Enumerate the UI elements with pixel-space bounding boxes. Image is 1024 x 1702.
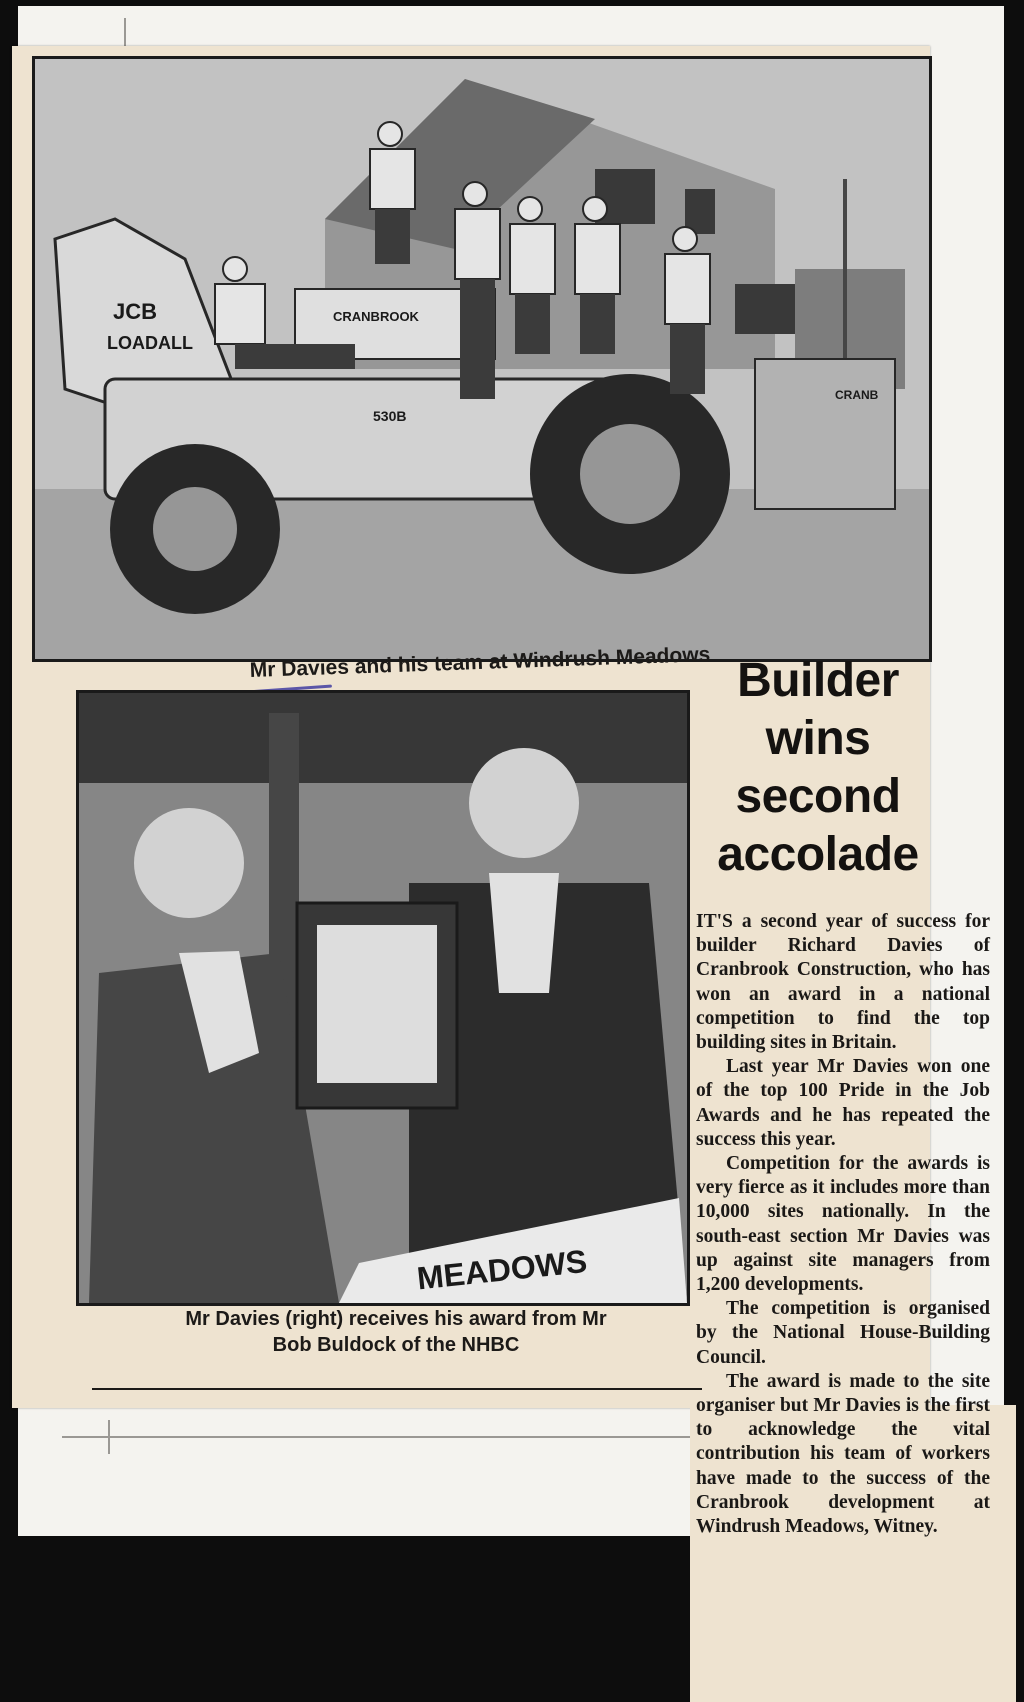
banner-text: MEADOWS — [415, 1242, 589, 1297]
worker-head — [673, 227, 697, 251]
worker-body — [510, 224, 555, 294]
team-photo-graphic — [35, 59, 929, 659]
right-man-head — [469, 748, 579, 858]
company-name: CRANBROOK — [333, 309, 419, 324]
headline — [688, 652, 948, 884]
award-photo-caption — [96, 1306, 696, 1358]
article-paragraph: The award is made to the site organiser but Mr Davies is the first to acknowledge the vital contribution his team of workers have made to the success of the Cranbrook development at Windrush Meadows, Witney. — [696, 1370, 990, 1538]
article-paragraph: IT'S a second year of success for builder Richard Davies of Cranbrook Construction, who has won an award in a national competition to find the top building sites in Britain. — [696, 911, 990, 1054]
caption-rule — [92, 1388, 702, 1390]
worker-body — [370, 149, 415, 209]
worker-body — [665, 254, 710, 324]
truck-label: CRANB — [835, 388, 879, 402]
worker-body — [575, 224, 620, 294]
headline-line: accolade — [717, 828, 919, 881]
worker-head — [583, 197, 607, 221]
truck — [755, 359, 895, 509]
worker-body — [215, 284, 265, 344]
worker-head — [378, 122, 402, 146]
doorway-shadow — [79, 693, 687, 783]
certificate — [317, 925, 437, 1083]
top-photo-caption: Mr Davies and his team at Windrush Meadows — [249, 642, 711, 683]
worker-body — [455, 209, 500, 279]
article-paragraph: Last year Mr Davies won one of the top 100 Pride in the Job Awards and he has repeated the success this year. — [696, 1056, 990, 1150]
team-photo — [32, 56, 932, 662]
right-man-shirt — [489, 873, 559, 993]
backing-rule — [62, 1436, 702, 1438]
headline-line: second — [735, 770, 901, 823]
caption-line: Mr Davies (right) receives his award from Mr — [185, 1308, 607, 1330]
machine-number: 530B — [373, 408, 407, 424]
article-paragraph: The competition is organised by the National House-Building Council. — [696, 1298, 990, 1368]
award-photo — [76, 690, 690, 1306]
headline-line: Builder — [737, 654, 899, 707]
worker-head — [463, 182, 487, 206]
left-man-head — [134, 808, 244, 918]
worker-head — [223, 257, 247, 281]
headline-line: wins — [765, 712, 871, 765]
caption-line: Bob Buldock of the NHBC — [272, 1334, 520, 1356]
article-paragraph: Competition for the awards is very fierce as it includes more than 10,000 sites nationally. In the south-east section Mr Davies was up against site managers from 1,200 developments. — [696, 1153, 990, 1296]
machine-brand: JCB — [113, 299, 158, 324]
worker-head — [518, 197, 542, 221]
award-photo-graphic — [79, 693, 687, 1303]
article-body — [696, 910, 990, 1539]
backing-tick — [108, 1420, 110, 1454]
machine-model: LOADALL — [107, 333, 193, 353]
house-window — [735, 284, 795, 334]
